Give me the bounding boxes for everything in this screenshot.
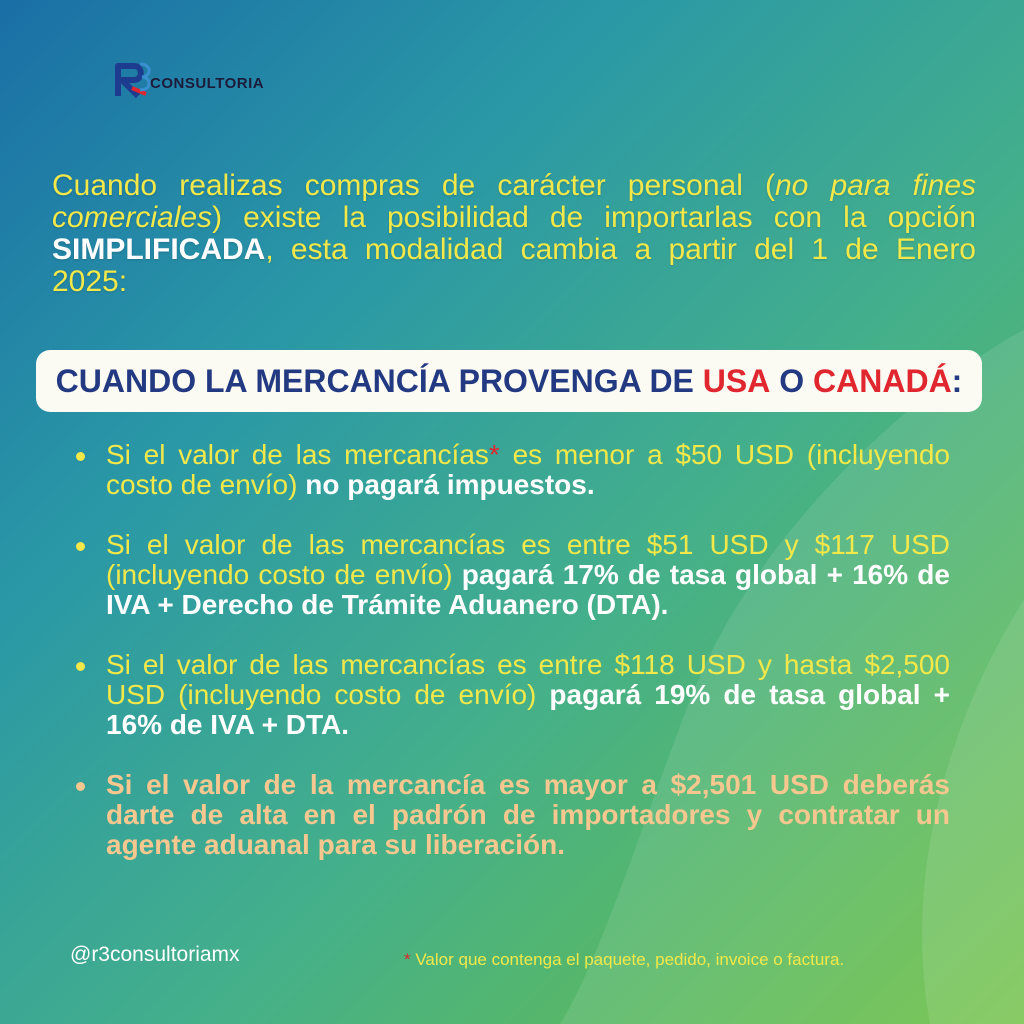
intro-bold: SIMPLIFICADA xyxy=(52,233,266,266)
banner-middle: O xyxy=(770,362,814,399)
banner-usa: USA xyxy=(702,362,771,399)
bullet-2-text: Si el valor de las mercancías es entre $51 USD y $117 USD (incluyendo costo de envío) xyxy=(106,529,950,590)
origin-banner xyxy=(36,350,982,412)
banner-prefix: CUANDO LA MERCANCÍA PROVENGA DE xyxy=(55,362,703,399)
bullet-3-text: Si el valor de las mercancías es entre $118 USD y hasta $2,500 USD (incluyendo costo de envío) xyxy=(106,649,950,710)
asterisk-icon: * xyxy=(404,950,411,969)
banner-suffix: : xyxy=(951,362,963,399)
rules-list xyxy=(74,440,950,890)
brand-logo xyxy=(112,58,292,102)
bullet-1-text-a: Si el valor de las mercancías xyxy=(106,439,489,470)
list-item xyxy=(74,770,950,860)
banner-canada: CANADÁ xyxy=(813,362,952,399)
list-item xyxy=(74,530,950,620)
bullet-4-text: Si el valor de la mercancía es mayor a $2,501 USD deberás darte de alta en el padrón de importadores y contratar un agente aduanal para su liberación. xyxy=(106,769,950,860)
bullet-2-bold: pagará 17% de tasa global + 16% de IVA + Derecho de Trámite Aduanero (DTA). xyxy=(106,559,950,620)
bullet-3-bold: pagará 19% de tasa global + 16% de IVA + DTA. xyxy=(106,679,950,740)
intro-italic: no para fines comerciales xyxy=(52,169,977,234)
bullet-1-bold: no pagará impuestos. xyxy=(305,469,595,500)
list-item xyxy=(74,440,950,500)
footnote xyxy=(404,950,964,970)
intro-text-2: ) existe la posibilidad de importarlas con la opción xyxy=(212,201,976,234)
intro-text-1: Cuando realizas compras de carácter personal ( xyxy=(52,169,775,202)
brand-name: CONSULTORIA xyxy=(150,75,265,92)
asterisk-icon: * xyxy=(488,439,500,470)
bullet-1-text-b: es menor a $50 USD (incluyendo costo de envío) xyxy=(106,439,950,500)
intro-text-3: , esta modalidad cambia a partir del 1 de Enero 2025: xyxy=(52,233,976,298)
list-item xyxy=(74,650,950,740)
intro-paragraph xyxy=(52,170,976,298)
footnote-text: Valor que contenga el paquete, pedido, invoice o factura. xyxy=(410,950,845,969)
social-handle: @r3consultoriamx xyxy=(70,943,240,966)
